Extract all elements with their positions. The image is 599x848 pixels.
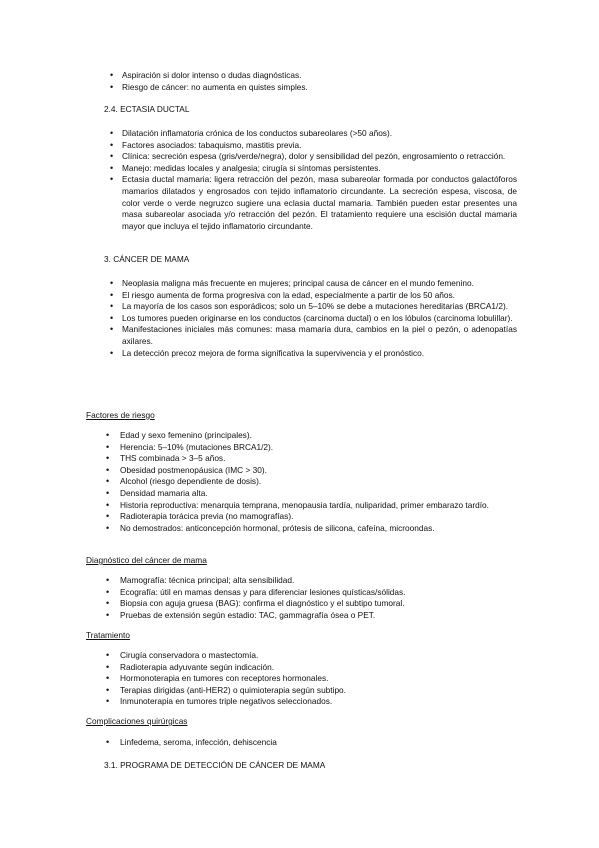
list-item: • Obesidad postmenopáusica (IMC > 30). bbox=[106, 465, 517, 477]
bullet-list-ectasia bbox=[110, 128, 517, 232]
list-item: • Riesgo de cáncer: no aumenta en quistes simples. bbox=[110, 82, 517, 94]
list-item: • Manejo: medidas locales y analgesia; cirugía si síntomas persistentes. bbox=[110, 163, 517, 175]
list-item: • THS combinada > 3–5 años. bbox=[106, 453, 517, 465]
list-item: • Radioterapia adyuvante según indicación. bbox=[106, 662, 517, 674]
section-heading-factores: Factores de riesgo bbox=[86, 410, 155, 420]
list-item: • Aspiración si dolor intenso o dudas diagnósticas. bbox=[110, 70, 517, 82]
list-item: • La mayoría de los casos son esporádicos; solo un 5–10% se debe a mutaciones hereditarias (BRCA1/2). bbox=[110, 301, 517, 313]
bullet-list-factores bbox=[106, 430, 517, 534]
list-item: • Los tumores pueden originarse en los conductos (carcinoma ductal) o en los lóbulos (carcinoma lobulillar). bbox=[110, 313, 517, 325]
bullet-list-complicaciones bbox=[106, 737, 517, 749]
list-item: • Pruebas de extensión según estadio: TAC, gammagrafía ósea o PET. bbox=[106, 610, 517, 622]
section-heading-cancer: 3. CÁNCER DE MAMA bbox=[104, 254, 190, 264]
section-heading-tratamiento: Tratamiento bbox=[86, 630, 130, 640]
list-item: • Biopsia con aguja gruesa (BAG): confirma el diagnóstico y el subtipo tumoral. bbox=[106, 598, 517, 610]
list-item: • Cirugía conservadora o mastectomía. bbox=[106, 650, 517, 662]
section-heading-complicaciones: Complicaciones quirúrgicas bbox=[86, 716, 188, 726]
list-item: • Herencia: 5–10% (mutaciones BRCA1/2). bbox=[106, 442, 517, 454]
list-item: • Neoplasia maligna más frecuente en mujeres; principal causa de cáncer en el mundo femenino. bbox=[110, 278, 517, 290]
section-heading-programa: 3.1. PROGRAMA DE DETECCIÓN DE CÁNCER DE MAMA bbox=[104, 760, 326, 770]
bullet-list-top bbox=[110, 70, 517, 93]
list-item: • Dilatación inflamatoria crónica de los conductos subareolares (>50 años). bbox=[110, 128, 517, 140]
list-item: • Inmunoterapia en tumores triple negativos seleccionados. bbox=[106, 696, 517, 708]
list-item: • El riesgo aumenta de forma progresiva con la edad, especialmente a partir de los 50 años. bbox=[110, 290, 517, 302]
bullet-list-tratamiento bbox=[106, 650, 517, 708]
list-item: • Edad y sexo femenino (principales). bbox=[106, 430, 517, 442]
list-item: • Hormonoterapia en tumores con receptores hormonales. bbox=[106, 673, 517, 685]
bullet-list-cancer bbox=[110, 278, 517, 359]
list-item: • Factores asociados: tabaquismo, mastitis previa. bbox=[110, 140, 517, 152]
list-item: • Alcohol (riesgo dependiente de dosis). bbox=[106, 476, 517, 488]
list-item: • Historia reproductiva: menarquia temprana, menopausia tardía, nuliparidad, primer embarazo tardío. bbox=[106, 500, 517, 512]
bullet-list-diagnostico bbox=[106, 575, 517, 621]
section-heading-ectasia: 2.4. ECTASIA DUCTAL bbox=[104, 104, 190, 114]
list-item: • Ectasia ductal mamaria: ligera retracción del pezón, masa subareolar formada por conductos galactóforos mamarios dilatados y engrosados con tejido inflamatorio circundante. La secreción espesa, viscosa, de color verde o verde negruzco sugiere una eclasia ductal mamaria. También pueden estar presentes una masa subareolar asociada y/o retracción del pezón. El tratamiento requiere una escisión ductal mamaria mayor que incluya el tejido inflamatorio circundante. bbox=[110, 174, 517, 232]
list-item: • Radioterapia torácica previa (no mamografías). bbox=[106, 511, 517, 523]
list-item: • Ecografía: útil en mamas densas y para diferenciar lesiones quísticas/sólidas. bbox=[106, 587, 517, 599]
list-item: • Clínica: secreción espesa (gris/verde/negra), dolor y sensibilidad del pezón, engrosamiento o retracción. bbox=[110, 151, 517, 163]
list-item: • La detección precoz mejora de forma significativa la supervivencia y el pronóstico. bbox=[110, 348, 517, 360]
list-item: • Densidad mamaria alta. bbox=[106, 488, 517, 500]
list-item: • Linfedema, seroma, infección, dehiscencia bbox=[106, 737, 517, 749]
list-item: • Terapias dirigidas (anti-HER2) o quimioterapia según subtipo. bbox=[106, 685, 517, 697]
list-item: • Manifestaciones iniciales más comunes: masa mamaria dura, cambios en la piel o pezón, o adenopatías axilares. bbox=[110, 324, 517, 347]
list-item: • No demostrados: anticoncepción hormonal, prótesis de silicona, cafeína, microondas. bbox=[106, 523, 517, 535]
list-item: • Mamografía: técnica principal; alta sensibilidad. bbox=[106, 575, 517, 587]
section-heading-diagnostico: Diagnóstico del cáncer de mama bbox=[86, 555, 207, 565]
